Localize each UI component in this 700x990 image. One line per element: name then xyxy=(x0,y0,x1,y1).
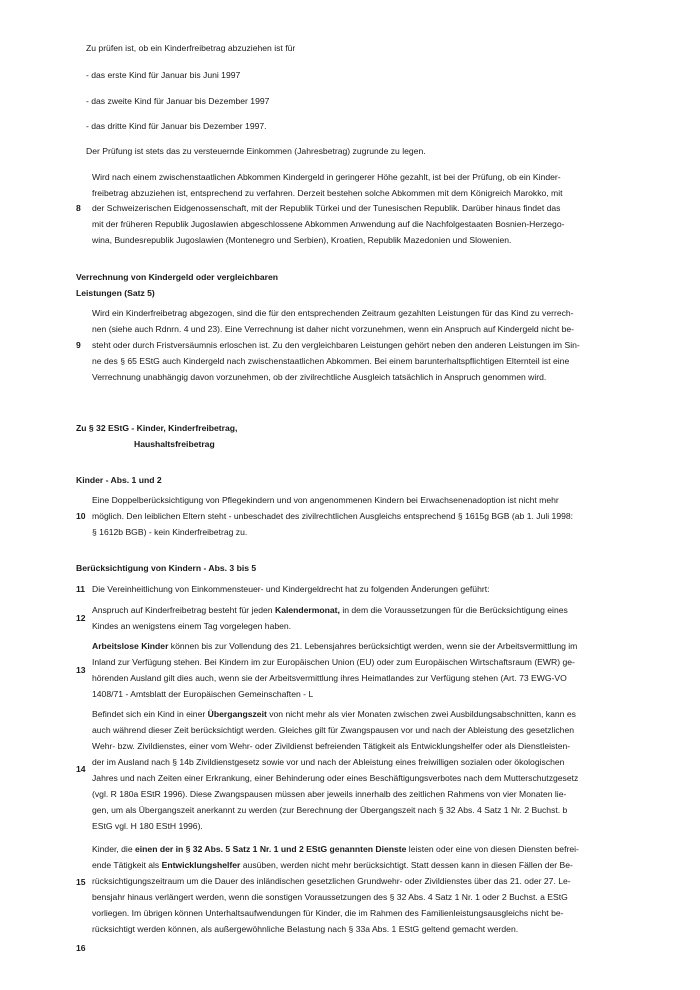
p12-text-bold: Kalendermonat, xyxy=(274,605,340,615)
p10-line: möglich. Den leiblichen Eltern steht - unbeschadet des zivilrechtlichen Ausgleichs entsprechend § 1615g BGB (ab 1. Juli 1998: xyxy=(92,511,574,521)
p14-line: EStG vgl. H 180 EStH 1996). xyxy=(92,821,203,831)
p15-text-e: ausüben, werden nicht mehr berücksichtigt. Statt dessen kann in diesen Fällen der Be- xyxy=(240,860,573,870)
paragraph-number-10: 10 xyxy=(76,511,86,521)
p12-line-2: Kindes an wenigstens einem Tag vorgelegen haben. xyxy=(92,621,292,631)
p13-line-2: Inland zur Verfügung stehen. Bei Kindern im zur Europäischen Union (EU) oder zum Europäischen Wirtschaftsraum (EWR) ge- xyxy=(92,657,575,667)
p15-text-c: leisten oder eine von diesen Diensten befrei- xyxy=(406,844,579,854)
heading-verrechnung-line-2: Leistungen (Satz 5) xyxy=(76,288,155,298)
p8-line: der Schweizerischen Eidgenossenschaft, mit der Republik Türkei und der Tunesischen Republik. Darüber hinaus findet das xyxy=(92,203,561,213)
p9-line: Wird ein Kinderfreibetrag abgezogen, sind die für den entsprechenden Zeitraum gezahlten Leistungen für das Kind zu verrech- xyxy=(92,308,574,318)
p9-line: ne des § 65 EStG auch Kindergeld nach zwischenstaatlichen Abkommen. Bei einem barunterhaltspflichtigen Elternteil ist eine xyxy=(92,356,570,366)
paragraph-number-15: 15 xyxy=(76,877,86,887)
page-number: 16 xyxy=(76,943,86,953)
p14-line: Wehr- bzw. Zivildienstes, einer vom Wehr- oder Zivildienst befreienden Tätigkeit als Entwicklungshelfer oder als Dienstleisten- xyxy=(92,741,571,751)
p14-text-a: Befindet sich ein Kind in einer xyxy=(92,709,208,719)
p13-line-4: 1408/71 - Amtsblatt der Europäischen Gemeinschaften - L xyxy=(92,689,314,699)
intro-line-5: Der Prüfung ist stets das zu versteuernde Einkommen (Jahresbetrag) zugrunde zu legen. xyxy=(86,146,426,156)
p8-line: mit der früheren Republik Jugoslawien abgeschlossene Abkommen Anwendung auf die Nachfolgestaaten Bosnien-Herzego- xyxy=(92,219,565,229)
p9-line: nen (siehe auch Rdnrn. 4 und 23). Eine Verrechnung ist daher nicht vorzunehmen, wenn ein Anspruch auf Kindergeld nicht be- xyxy=(92,324,575,334)
p14-line: (vgl. R 180a EStR 1996). Diese Zwangspausen müssen aber jeweils innerhalb des zeitlichen Rahmens von vier Monaten lie- xyxy=(92,789,567,799)
paragraph-number-14: 14 xyxy=(76,764,86,774)
p12-text-c: in dem die Voraussetzungen für die Berücksichtigung eines xyxy=(339,605,568,615)
p15-line: bensjahr hinaus verlängert werden, wenn die sonstigen Voraussetzungen des § 32 Abs. 4 Satz 1 Nr. 1 oder 2 Buchst. a EStG xyxy=(92,892,568,902)
intro-line-4: - das dritte Kind für Januar bis Dezember 1997. xyxy=(86,121,267,131)
p8-line: Wird nach einem zwischenstaatlichen Abkommen Kindergeld in geringerer Höhe gezahlt, ist bei der Prüfung, ob ein Kinder- xyxy=(92,172,561,182)
p15-line-2 xyxy=(92,860,573,870)
section-heading-line-1: Zu § 32 EStG - Kinder, Kinderfreibetrag, xyxy=(76,423,238,433)
p13-text-b: können bis zur Vollendung des 21. Lebensjahres berücksichtigt werden, wenn sie der Arbeitsvermittlung im xyxy=(168,641,578,651)
p13-text-bold: Arbeitslose Kinder xyxy=(92,641,169,651)
p10-line: § 1612b BGB) - kein Kinderfreibetrag zu. xyxy=(92,527,248,537)
p14-line: gen, um als Übergangszeit anerkannt zu werden (zur Berechnung der Übergangszeit nach § 32 Abs. 4 Satz 1 Nr. 2 Buchst. b xyxy=(92,805,568,815)
heading-kinder: Kinder - Abs. 1 und 2 xyxy=(76,475,162,485)
paragraph-number-12: 12 xyxy=(76,613,86,623)
p8-line: wina, Bundesrepublik Jugoslawien (Montenegro und Serbien), Kroatien, Republik Mazedonien und Slowenien. xyxy=(92,235,512,245)
p15-text-bold: einen der in § 32 Abs. 5 Satz 1 Nr. 1 und 2 EStG genannten Dienste xyxy=(135,844,407,854)
p15-line-1 xyxy=(92,844,579,854)
p14-line: Jahres und nach Zeiten einer Erkrankung, einer Behinderung oder eines Beschäftigungsverbotes nach dem Mutterschutzgesetz xyxy=(92,773,579,783)
paragraph-number-11: 11 xyxy=(76,584,86,594)
p14-text-c: von nicht mehr als vier Monaten zwischen zwei Ausbildungsabschnitten, kann es xyxy=(266,709,576,719)
p11-line: Die Vereinheitlichung von Einkommensteuer- und Kindergeldrecht hat zu folgenden Änderungen geführt: xyxy=(92,584,490,594)
paragraph-number-8: 8 xyxy=(76,203,81,213)
intro-line-1: Zu prüfen ist, ob ein Kinderfreibetrag abzuziehen ist für xyxy=(86,43,296,53)
paragraph-number-13: 13 xyxy=(76,665,86,675)
p15-line: rücksichtigungszeitraum um die Dauer des inländischen gesetzlichen Grundwehr- oder Zivildienstes über das 21. oder 27. Le- xyxy=(92,876,571,886)
p14-line: der im Ausland nach § 14b Zivildienstgesetz sowie vor und nach der Ableistung eines freiwilligen sozialen oder ökologischen xyxy=(92,757,565,767)
p14-line-1 xyxy=(92,709,576,719)
intro-line-2: - das erste Kind für Januar bis Juni 1997 xyxy=(86,70,241,80)
p14-text-bold: Übergangszeit xyxy=(207,709,267,719)
p15-line: vorliegen. Im übrigen können Unterhaltsaufwendungen für Kinder, die im Rahmen des Familienleistungsausgleichs nicht be- xyxy=(92,908,564,918)
p12-line-1 xyxy=(92,605,568,615)
paragraph-number-9: 9 xyxy=(76,340,81,350)
p15-text-a: Kinder, die xyxy=(92,844,135,854)
p9-line: steht oder durch Fristversäumnis erloschen ist. Zu den vergleichbaren Leistungen gehört neben den anderen Leistungen im Sin- xyxy=(92,340,580,350)
p13-line-3: hörenden Ausland gilt dies auch, wenn sie der Arbeitsvermittlung ihres Heimatlandes zur Verfügung stehen (Art. 73 EWG-VO xyxy=(92,673,567,683)
p12-text-a: Anspruch auf Kinderfreibetrag besteht für jeden xyxy=(92,605,275,615)
p8-line: freibetrag abzuziehen ist, entsprechend zu verfahren. Derzeit bestehen solche Abkommen mit dem Königreich Marokko, mit xyxy=(92,188,563,198)
p15-text-bold-2: Entwicklungshelfer xyxy=(161,860,241,870)
p9-line: Verrechnung unabhängig davon vorzunehmen, ob der zivilrechtliche Ausgleich tatsächlich in Anspruch genommen wird. xyxy=(92,372,547,382)
p10-line: Eine Doppelberücksichtigung von Pflegekindern und von angenommenen Kindern bei Erwachsenenadoption ist nicht mehr xyxy=(92,495,559,505)
section-heading-line-2: Haushaltsfreibetrag xyxy=(134,439,215,449)
heading-beruecksichtigung: Berücksichtigung von Kindern - Abs. 3 bis 5 xyxy=(76,563,257,573)
p15-text-d: ende Tätigkeit als xyxy=(92,860,162,870)
intro-line-3: - das zweite Kind für Januar bis Dezember 1997 xyxy=(86,96,270,106)
p15-line: rücksichtigt werden können, als außergewöhnliche Belastung nach § 33a Abs. 1 EStG geltend gemacht werden. xyxy=(92,924,519,934)
p13-line-1 xyxy=(92,641,577,651)
p14-line: auch während dieser Zeit berücksichtigt werden. Gleiches gilt für Zwangspausen vor und nach der Ableistung des gesetzlichen xyxy=(92,725,575,735)
heading-verrechnung-line-1: Verrechnung von Kindergeld oder vergleichbaren xyxy=(76,272,279,282)
